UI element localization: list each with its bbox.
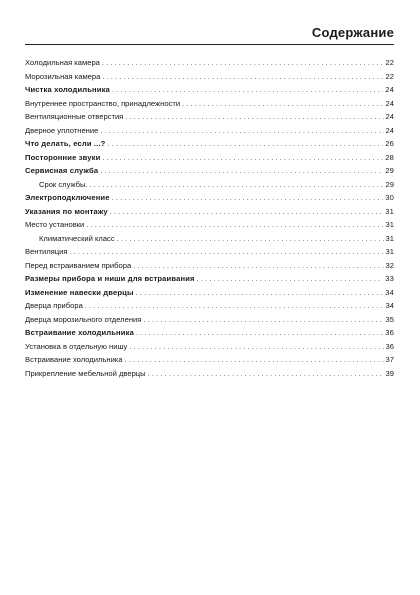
toc-page-number: 28 [385, 152, 394, 162]
toc-page-number: 26 [385, 139, 394, 148]
toc-page-number: 22 [385, 58, 394, 67]
dot-leader [90, 178, 384, 192]
dot-leader [107, 137, 383, 151]
toc-page-number: 30 [385, 193, 394, 202]
toc-subentry[interactable] [25, 178, 394, 192]
toc-entry[interactable] [25, 313, 394, 327]
toc-entry-title: Место установки [25, 220, 85, 229]
toc-page-number: 35 [385, 314, 394, 324]
dot-leader [136, 286, 384, 300]
toc-page-number: 29 [385, 166, 394, 175]
toc-section-heading[interactable] [25, 83, 394, 97]
toc-entry-title: Встраивание холодильника [25, 328, 134, 337]
toc-page-number: 29 [385, 179, 394, 189]
toc-entry[interactable] [25, 353, 394, 367]
toc-entry[interactable] [25, 124, 394, 138]
toc-page-number: 24 [385, 85, 394, 94]
toc-entry[interactable] [25, 259, 394, 273]
toc-page-number: 31 [385, 220, 394, 229]
dot-leader [102, 151, 383, 165]
dot-leader [86, 218, 383, 232]
toc-entry-title: Указания по монтажу [25, 206, 108, 216]
toc-section-heading[interactable] [25, 205, 394, 219]
toc-entry[interactable] [25, 97, 394, 111]
toc-page-number: 31 [385, 206, 394, 216]
page-header [25, 18, 394, 45]
toc-section-heading[interactable] [25, 137, 394, 151]
toc-entry-title: Сервисная служба [25, 166, 99, 175]
toc-entry-title: Дверца прибора [25, 301, 83, 310]
dot-leader [136, 326, 383, 340]
toc-page-number: 37 [385, 355, 394, 364]
toc-subentry[interactable] [25, 232, 394, 246]
toc-entry-title: Перед встраиванием прибора [25, 260, 132, 270]
dot-leader [112, 83, 383, 97]
dot-leader [133, 259, 383, 273]
toc-page-number: 33 [385, 274, 394, 283]
toc-entry-title: Прикрепление мебельной дверцы [25, 368, 146, 378]
toc-section-heading[interactable] [25, 326, 394, 340]
toc-entry-title: Внутреннее пространство, принадлежности [25, 98, 181, 108]
toc-entry[interactable] [25, 299, 394, 313]
toc-entry-title: Встраивание холодильника [25, 355, 123, 364]
toc-page-number: 22 [385, 71, 394, 81]
dot-leader [110, 205, 384, 219]
toc-page-number: 32 [385, 260, 394, 270]
dot-leader [100, 124, 383, 138]
toc-entry-title: Срок службы. [39, 179, 88, 189]
toc-page-number: 24 [385, 112, 394, 121]
toc-section-heading[interactable] [25, 191, 394, 205]
dot-leader [69, 245, 383, 259]
toc-page-number: 36 [385, 341, 394, 351]
dot-leader [129, 340, 383, 354]
toc-entry-title: Вентиляция [25, 247, 68, 256]
dot-leader [125, 110, 383, 124]
toc-entry-title: Морозильная камера [25, 71, 101, 81]
toc-entry-title: Дверное уплотнение [25, 125, 99, 135]
toc-entry-title: Дверца морозильного отделения [25, 314, 142, 324]
toc-page-number: 31 [385, 247, 394, 256]
page-title: Содержание [311, 25, 394, 40]
toc-entry[interactable] [25, 218, 394, 232]
toc-entry[interactable] [25, 367, 394, 381]
toc-entry[interactable] [25, 110, 394, 124]
table-of-contents [25, 56, 394, 380]
toc-entry[interactable] [25, 56, 394, 70]
dot-leader [102, 70, 383, 84]
dot-leader [102, 56, 384, 70]
toc-entry-title: Холодильная камера [25, 58, 100, 67]
toc-section-heading[interactable] [25, 286, 394, 300]
dot-leader [112, 191, 384, 205]
toc-section-heading[interactable] [25, 272, 394, 286]
toc-page-number: 36 [385, 328, 394, 337]
toc-entry-title: Электроподключение [25, 193, 110, 202]
toc-page-number: 24 [385, 125, 394, 135]
toc-entry-title: Вентиляционные отверстия [25, 112, 124, 121]
toc-page-number: 34 [385, 287, 394, 297]
toc-entry[interactable] [25, 245, 394, 259]
toc-section-heading[interactable] [25, 164, 394, 178]
toc-entry-title: Размеры прибора и ниши для встраивания [25, 274, 195, 283]
dot-leader [197, 272, 384, 286]
dot-leader [100, 164, 383, 178]
toc-entry-title: Изменение навески дверцы [25, 287, 134, 297]
toc-page-number: 24 [385, 98, 394, 108]
toc-page-number: 31 [385, 233, 394, 243]
dot-leader [125, 353, 384, 367]
dot-leader [117, 232, 384, 246]
toc-entry-title: Посторонние звуки [25, 152, 101, 162]
dot-leader [182, 97, 383, 111]
toc-entry-title: Установка в отдельную нишу [25, 341, 128, 351]
toc-entry[interactable] [25, 70, 394, 84]
toc-entry-title: Климатический класс [39, 233, 115, 243]
toc-page-number: 39 [385, 368, 394, 378]
toc-entry-title: Что делать, если ...? [25, 139, 106, 148]
toc-entry-title: Чистка холодильника [25, 85, 110, 94]
dot-leader [143, 313, 383, 327]
toc-page-number: 34 [385, 301, 394, 310]
dot-leader [85, 299, 384, 313]
dot-leader [148, 367, 384, 381]
toc-entry[interactable] [25, 340, 394, 354]
toc-section-heading[interactable] [25, 151, 394, 165]
